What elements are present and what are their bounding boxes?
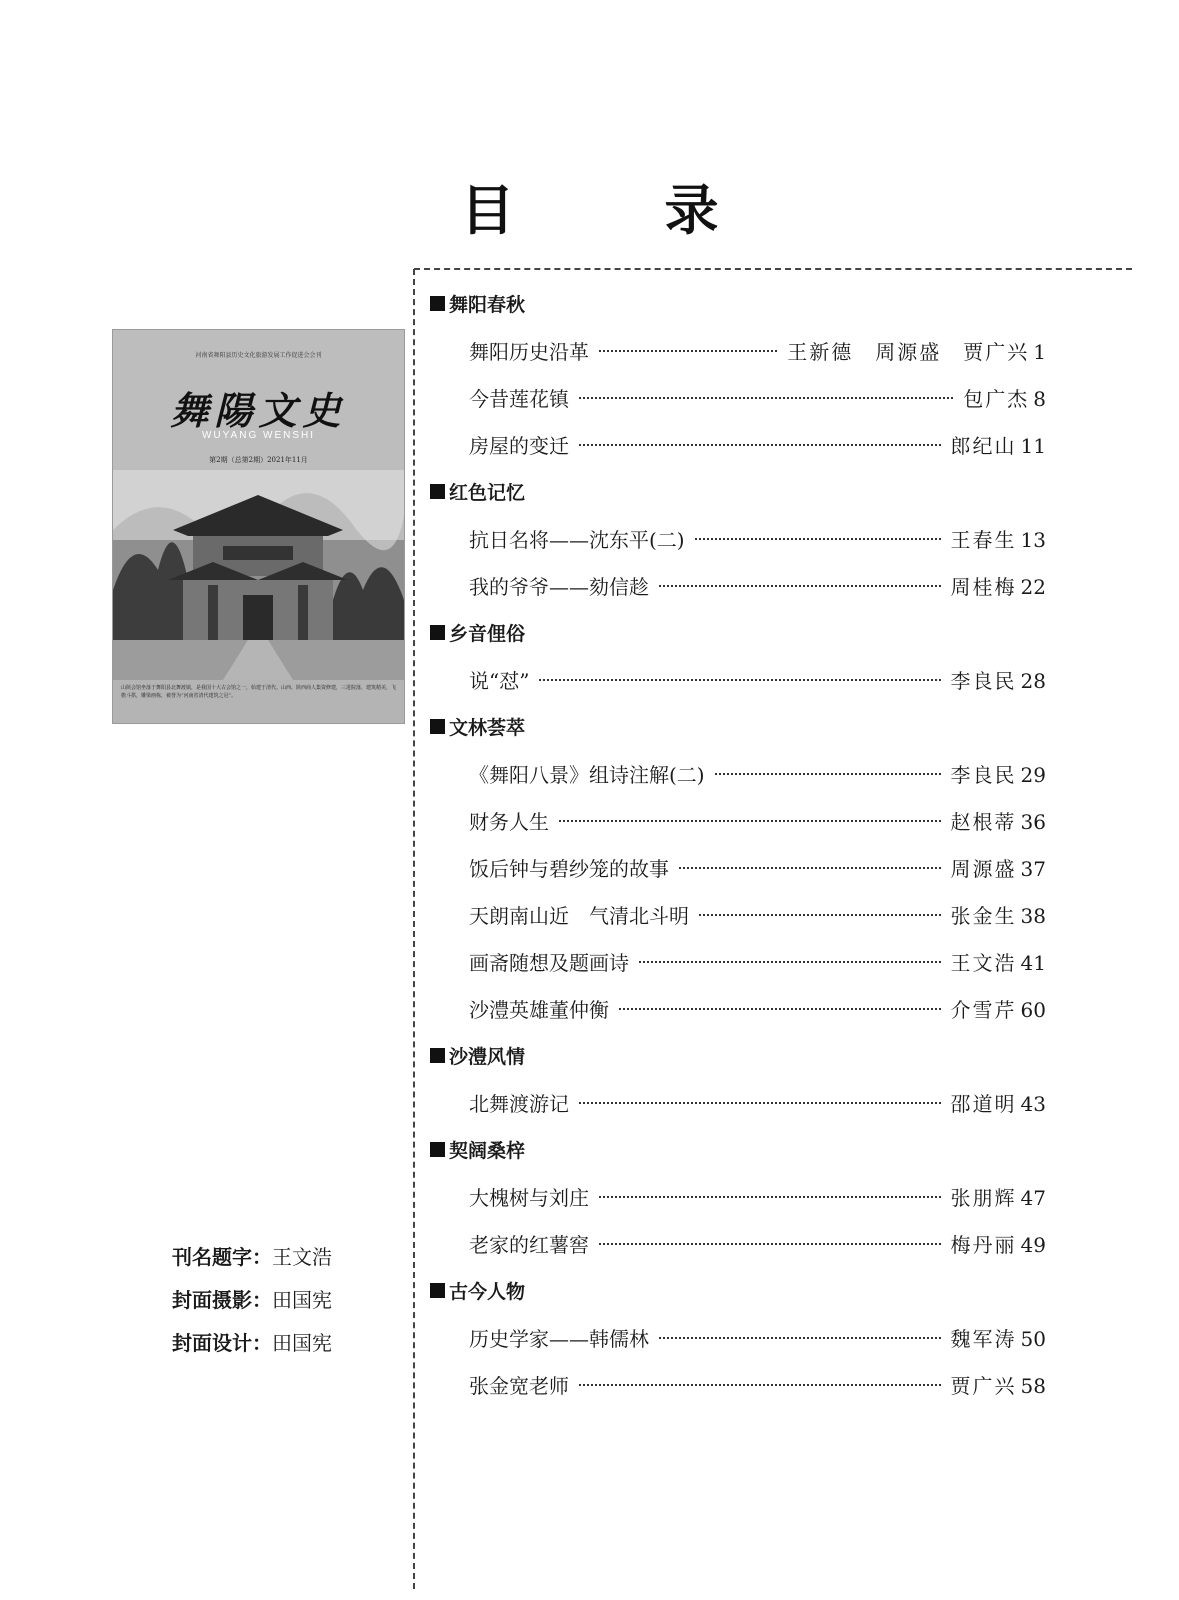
- cover-caption: 山陕会馆坐落于舞阳县北舞渡镇，是我国十大古会馆之一，始建于清代。山西、陕西商人集资修建，三进院落，建筑精美，飞檐斗拱，雕梁画栋，被誉为“河南省清代建筑之冠”。: [121, 685, 397, 699]
- toc-entry-title: 今昔莲花镇: [469, 387, 569, 411]
- credit-label: 封面设计：: [172, 1331, 272, 1355]
- toc-entry[interactable]: [469, 1182, 1046, 1212]
- dot-leader: [599, 330, 777, 352]
- toc-entry-page: 49: [1020, 1233, 1046, 1257]
- toc-entry-page: 47: [1020, 1186, 1046, 1210]
- toc-entry[interactable]: [469, 571, 1046, 601]
- toc-entry[interactable]: [469, 1323, 1046, 1353]
- toc-entry-author: 张朋辉: [950, 1186, 1017, 1210]
- dot-leader: [599, 1176, 941, 1198]
- toc-entry-title: 张金宽老师: [469, 1374, 569, 1398]
- dashed-divider-vertical: [413, 269, 415, 1589]
- cover-logo: 舞陽文史: [170, 388, 347, 433]
- toc-entry[interactable]: [469, 524, 1046, 554]
- dot-leader: [715, 753, 941, 775]
- credit-label: 封面摄影：: [172, 1288, 272, 1312]
- toc-entry-title: 抗日名将——沈东平(二): [469, 528, 685, 552]
- credit-name: 田国宪: [272, 1331, 332, 1355]
- toc-entry-title: 沙澧英雄董仲衡: [469, 998, 609, 1022]
- toc-entry-page: 13: [1020, 528, 1046, 552]
- toc-entry-title: 北舞渡游记: [469, 1092, 569, 1116]
- toc-entry-author: 李良民: [950, 669, 1017, 693]
- toc-entry-page: 50: [1020, 1327, 1046, 1351]
- toc-section-heading: 乡音俚俗: [430, 619, 525, 646]
- toc-entry-title: 我的爷爷——劾信趁: [469, 575, 649, 599]
- toc-entry[interactable]: [469, 806, 1046, 836]
- toc-entry-page: 36: [1020, 810, 1046, 834]
- dot-leader: [599, 1223, 941, 1245]
- dot-leader: [679, 847, 941, 869]
- toc-section-heading: 文林荟萃: [430, 713, 525, 740]
- toc-entry-page: 43: [1020, 1092, 1046, 1116]
- credit-name: 田国宪: [272, 1288, 332, 1312]
- square-bullet-icon: [430, 719, 445, 734]
- square-bullet-icon: [430, 1142, 445, 1157]
- toc-section-heading: 契阔桑梓: [430, 1136, 525, 1163]
- toc-entry-author: 介雪芹: [950, 998, 1017, 1022]
- toc-entry-author: 王文浩: [950, 951, 1017, 975]
- toc-entry-author: 李良民: [950, 763, 1017, 787]
- toc-entry[interactable]: [469, 336, 1046, 366]
- credit-row: [172, 1326, 332, 1369]
- dot-leader: [659, 565, 941, 587]
- toc-entry-title: 舞阳历史沿革: [469, 340, 589, 364]
- toc-entry[interactable]: [469, 383, 1046, 413]
- toc-entry-author: 包广杰: [963, 387, 1030, 411]
- toc-section-heading: 红色记忆: [430, 478, 525, 505]
- square-bullet-icon: [430, 625, 445, 640]
- credit-row: [172, 1240, 332, 1283]
- toc-entry-title: 《舞阳八景》组诗注解(二): [469, 763, 705, 787]
- toc-entry-title: 画斋随想及题画诗: [469, 951, 629, 975]
- credit-row: [172, 1283, 332, 1326]
- toc-entry-title: 老家的红薯窖: [469, 1233, 589, 1257]
- cover-photo: [113, 470, 404, 680]
- toc-entry-author: 王新德 周源盛 贾广兴: [787, 340, 1030, 364]
- dot-leader: [579, 424, 941, 446]
- toc-entry-page: 29: [1020, 763, 1046, 787]
- credit-name: 王文浩: [272, 1245, 332, 1269]
- toc-entry-author: 梅丹丽: [950, 1233, 1017, 1257]
- toc-entry[interactable]: [469, 853, 1046, 883]
- cover-issue: 第2期（总第2期）2021年11月: [209, 456, 308, 464]
- dot-leader: [539, 659, 940, 681]
- toc-entry[interactable]: [469, 1088, 1046, 1118]
- cover-publisher: 河南省舞阳县历史文化旅游发展工作促进会会刊: [195, 352, 322, 359]
- toc-entry-author: 周源盛: [950, 857, 1017, 881]
- dot-leader: [659, 1317, 941, 1339]
- toc-entry-author: 张金生: [950, 904, 1017, 928]
- toc-entry[interactable]: [469, 900, 1046, 930]
- square-bullet-icon: [430, 1048, 445, 1063]
- square-bullet-icon: [430, 296, 445, 311]
- toc-entry[interactable]: [469, 430, 1046, 460]
- toc-entry[interactable]: [469, 947, 1046, 977]
- dot-leader: [699, 894, 941, 916]
- toc-entry-title: 大槐树与刘庄: [469, 1186, 589, 1210]
- toc-entry-page: 60: [1020, 998, 1046, 1022]
- toc-entry-author: 贾广兴: [950, 1374, 1017, 1398]
- cover-thumbnail: [112, 329, 405, 724]
- toc-entry-author: 周桂梅: [950, 575, 1017, 599]
- toc-entry-author: 邵道明: [950, 1092, 1017, 1116]
- toc-entry-author: 郎纪山: [950, 434, 1017, 458]
- toc-entry-author: 赵根蒂: [950, 810, 1017, 834]
- toc-entry[interactable]: [469, 994, 1046, 1024]
- page-title: 目 录: [460, 179, 767, 242]
- square-bullet-icon: [430, 1283, 445, 1298]
- dot-leader: [579, 377, 953, 399]
- credit-label: 刊名题字：: [172, 1245, 272, 1269]
- toc-entry-author: 魏军涛: [950, 1327, 1017, 1351]
- square-bullet-icon: [430, 484, 445, 499]
- cover-pinyin: WUYANG WENSHI: [201, 430, 316, 441]
- toc-entry-title: 说“怼”: [469, 669, 530, 693]
- toc-entry-page: 38: [1020, 904, 1046, 928]
- dashed-divider-horizontal: [414, 268, 1132, 270]
- toc-entry[interactable]: [469, 665, 1046, 695]
- toc-entry-title: 房屋的变迁: [469, 434, 569, 458]
- toc-entry-title: 财务人生: [469, 810, 549, 834]
- toc-entry-page: 1: [1033, 340, 1046, 364]
- toc-section-heading: 沙澧风情: [430, 1042, 525, 1069]
- toc-entry-page: 58: [1020, 1374, 1046, 1398]
- toc-entry-page: 28: [1020, 669, 1046, 693]
- toc-entry-page: 8: [1033, 387, 1046, 411]
- dot-leader: [579, 1364, 941, 1386]
- toc-section-heading: 舞阳春秋: [430, 290, 525, 317]
- toc-section-heading: 古今人物: [430, 1277, 525, 1304]
- toc-entry-title: 天朗南山近 气清北斗明: [469, 904, 689, 928]
- toc-entry-page: 37: [1020, 857, 1046, 881]
- dot-leader: [695, 518, 941, 540]
- credits: [172, 1240, 332, 1369]
- dot-leader: [579, 1082, 941, 1104]
- toc-entry[interactable]: [469, 1370, 1046, 1400]
- toc-entry-page: 22: [1020, 575, 1046, 599]
- dot-leader: [639, 941, 941, 963]
- dot-leader: [619, 988, 941, 1010]
- toc-entry[interactable]: [469, 1229, 1046, 1259]
- toc-entry-title: 历史学家——韩儒林: [469, 1327, 649, 1351]
- toc-entry-page: 11: [1020, 434, 1046, 458]
- toc-entry[interactable]: [469, 759, 1046, 789]
- toc-entry-title: 饭后钟与碧纱笼的故事: [469, 857, 669, 881]
- toc-entry-page: 41: [1020, 951, 1046, 975]
- dot-leader: [559, 800, 941, 822]
- toc-entry-author: 王春生: [950, 528, 1017, 552]
